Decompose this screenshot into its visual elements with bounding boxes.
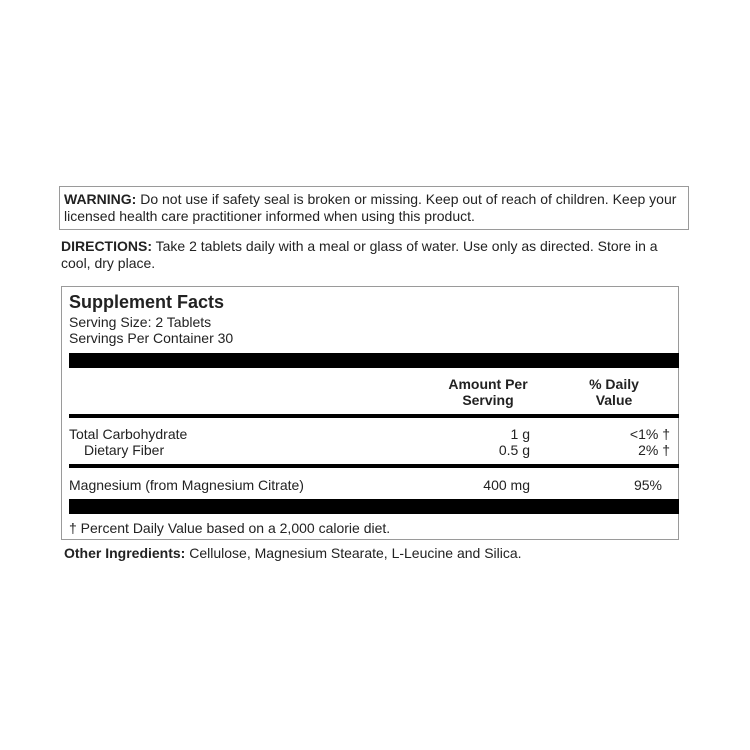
- directions: [61, 238, 681, 272]
- header-rule: [69, 414, 679, 418]
- daily-value-header-line2: Value: [595, 392, 633, 408]
- servings-per-container: Servings Per Container 30: [69, 330, 234, 346]
- other-ingredients-label: Other Ingredients:: [64, 545, 186, 561]
- row-daily-value: 95%: [633, 477, 662, 493]
- other-ingredients-text: Cellulose, Magnesium Stearate, L-Leucine and Silica.: [189, 545, 522, 561]
- row-daily-value: <1% †: [629, 426, 670, 442]
- amount-header: [440, 376, 536, 408]
- footnote: † Percent Daily Value based on a 2,000 calorie diet.: [69, 520, 391, 536]
- row-amount: 400 mg: [483, 477, 530, 493]
- directions-label: DIRECTIONS:: [61, 238, 152, 254]
- row-amount: 0.5 g: [498, 442, 530, 458]
- row-name: Total Carbohydrate: [69, 426, 188, 442]
- row-name: Magnesium (from Magnesium Citrate): [69, 477, 304, 493]
- section-rule: [69, 464, 679, 468]
- amount-header-line1: Amount Per: [448, 376, 528, 392]
- other-ingredients: [64, 545, 684, 562]
- amount-header-line2: Serving: [462, 392, 514, 408]
- row-amount: 1 g: [510, 426, 530, 442]
- row-daily-value: 2% †: [638, 442, 670, 458]
- warning-box: [59, 186, 689, 230]
- thick-rule: [69, 353, 679, 368]
- warning-text: Do not use if safety seal is broken or missing. Keep out of reach of children. Keep your licensed health care practitioner informed when using this product.: [64, 191, 677, 224]
- serving-size: Serving Size: 2 Tablets: [69, 314, 212, 330]
- supplement-facts-panel: [61, 286, 679, 540]
- thick-rule: [69, 499, 679, 514]
- row-name: Dietary Fiber: [84, 442, 165, 458]
- daily-value-header: [572, 376, 656, 408]
- directions-text: Take 2 tablets daily with a meal or glass of water. Use only as directed. Store in a cool, dry place.: [61, 238, 658, 271]
- daily-value-header-line1: % Daily: [589, 376, 639, 392]
- warning-label: WARNING:: [64, 191, 137, 207]
- facts-title: Supplement Facts: [69, 292, 225, 312]
